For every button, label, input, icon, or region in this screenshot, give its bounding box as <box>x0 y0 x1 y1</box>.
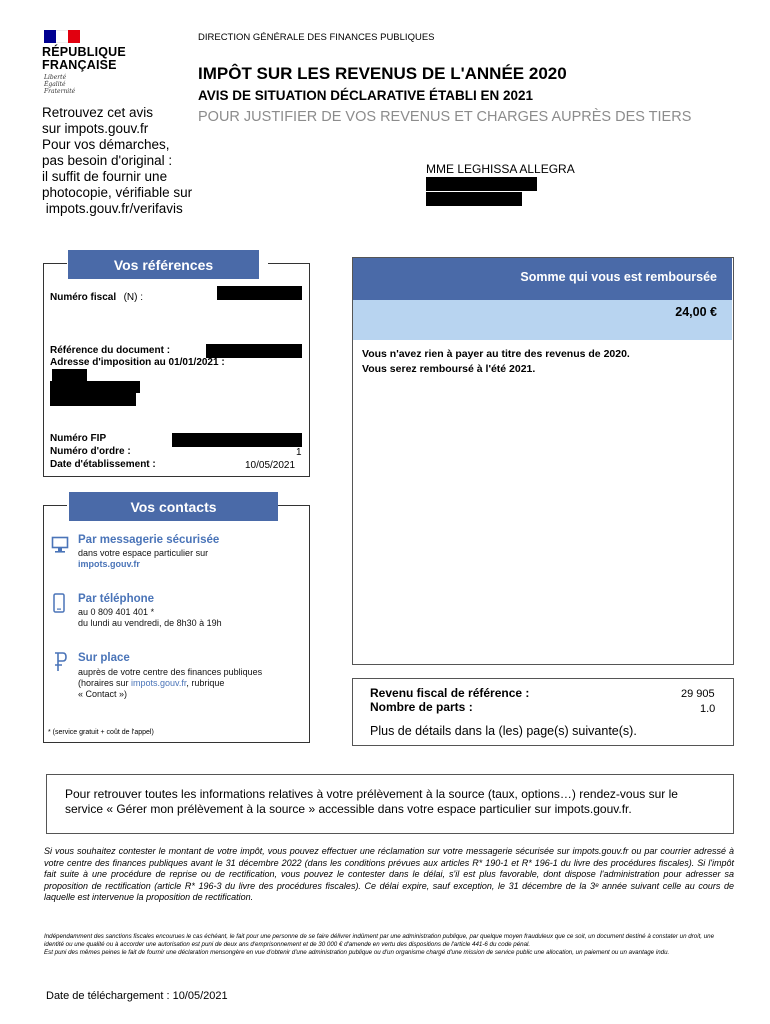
redacted-fiscal-number <box>217 286 302 300</box>
document-title: IMPÔT SUR LES REVENUS DE L'ANNÉE 2020 <box>198 64 567 83</box>
withholding-box <box>46 774 734 834</box>
republic-motto: Liberté Égalité Fraternité <box>44 74 76 95</box>
fip-label: Numéro FIP <box>50 433 107 444</box>
redacted-fip <box>172 433 302 447</box>
doc-ref-label: Référence du document : <box>50 345 171 356</box>
contacts-title: Vos contacts <box>69 492 278 521</box>
details-note: Plus de détails dans la (les) page(s) suivante(s). <box>370 724 637 738</box>
contacts-box-top-left <box>43 505 67 506</box>
redacted-doc-ref <box>206 344 302 358</box>
redacted-address-line-2 <box>426 192 522 206</box>
contest-note: Si vous souhaitez contester le montant de votre impôt, vous pouvez effectuer une réclamation sur votre messagerie sécurisée sur impots.gouv.fr ou par courrier adressé à votre centre des finances publiques avant le 31 décembre 2022 (dans les conditions prévues aux articles R* 190-1 et R* 196-1 du livre des procédures fiscales). Si l'impôt fait suite à une procédure de reprise ou de rectification, vous pouvez le contester dans le délai, s'il est plus favorable, dont dispose l'administration pour adresser sa proposition de rectification (article R* 196-3 du livre des procédures fiscales). Ce délai expire, sauf exception, le 31 décembre de la 3ᵉ année suivant celle au cours de laquelle est intervenue la proposition de rectification. <box>44 846 734 902</box>
references-title: Vos références <box>68 250 259 279</box>
on-site-link[interactable]: impots.gouv.fr <box>131 678 187 688</box>
refund-header <box>353 258 732 300</box>
fiscal-number-label: Numéro fiscal <box>50 292 117 303</box>
date-label: Date d'établissement : <box>50 459 156 470</box>
sanctions-note <box>44 933 734 957</box>
fiscal-number-row <box>50 287 143 305</box>
on-site-text-1: auprès de votre centre des finances publiques <box>78 667 263 677</box>
document-subtitle: AVIS DE SITUATION DÉCLARATIVE ÉTABLI EN 2021 <box>198 88 534 103</box>
order-value: 1 <box>296 447 302 458</box>
sanctions-note-2: Est puni des mêmes peines le fait de fournir une déclaration mensongère en vue d'obtenir d'une administration publique ou d'un organisme chargé d'une mission de service public une allocation, un paiement ou un avantage indu. <box>44 949 670 956</box>
redacted-address-2 <box>50 381 140 393</box>
refund-message: Vous n'avez rien à payer au titre des revenus de 2020. Vous serez remboursé à l'été 2021. <box>362 348 630 375</box>
refund-header-label: Somme qui vous est remboursée <box>520 270 717 284</box>
recipient-name: MME LEGHISSA ALLEGRA <box>426 162 575 176</box>
secure-message-title[interactable]: Par messagerie sécurisée <box>78 534 220 546</box>
references-box-top-right <box>268 263 309 264</box>
date-value: 10/05/2021 <box>245 460 296 471</box>
redacted-address-3 <box>50 393 136 406</box>
refund-amount: 24,00 € <box>675 305 717 319</box>
rfr-label: Revenu fiscal de référence : <box>370 686 530 700</box>
sanctions-note-1: Indépendamment des sanctions fiscales encourues le cas échéant, le fait pour une personne de se faire délivrer indûment par une administration publique, par quelque moyen frauduleux que ce soit, un document destiné à constater un droit, une identité ou une qualité ou à accorder une autorisation est puni de deux ans d'emprisonnement et de 30 000 € d'amende en vertu des dispositions de l'article 441-6 du code pénal. <box>44 933 715 948</box>
french-flag-logo <box>44 30 80 43</box>
on-site-text-3: « Contact ») <box>78 689 128 699</box>
redacted-address-line-1 <box>426 177 537 191</box>
order-label: Numéro d'ordre : <box>50 446 131 457</box>
document-purpose: POUR JUSTIFIER DE VOS REVENUS ET CHARGES AUPRÈS DES TIERS <box>198 109 692 125</box>
republique-francaise-logo-text: RÉPUBLIQUE FRANÇAISE <box>42 45 126 72</box>
on-site-text-2b: , rubrique <box>186 678 225 688</box>
computer-icon <box>51 536 69 554</box>
contacts-box-top-right <box>278 505 309 506</box>
references-box-top-left <box>43 263 67 264</box>
phone-number: au 0 809 401 401 * <box>78 607 155 617</box>
refund-amount-row <box>353 300 732 340</box>
direction-label: DIRECTION GÉNÉRALE DES FINANCES PUBLIQUES <box>198 32 435 43</box>
rfr-value: 29 905 <box>681 688 715 700</box>
phone-icon <box>53 593 65 613</box>
download-date: Date de téléchargement : 10/05/2021 <box>46 990 228 1002</box>
parts-value: 1.0 <box>700 703 716 715</box>
phone-hours: du lundi au vendredi, de 8h30 à 19h <box>78 618 222 628</box>
secure-message-link[interactable]: impots.gouv.fr <box>78 559 140 569</box>
building-pin-icon <box>52 652 68 672</box>
phone-footnote: * (service gratuit + coût de l'appel) <box>48 729 154 736</box>
withholding-note: Pour retrouver toutes les informations relatives à votre prélèvement à la source (taux, options…) rendez-vous sur le service « Gérer mon prélèvement à la source » accessible dans votre espace particulier sur impots.gouv.fr. <box>65 787 678 816</box>
verification-note: Retrouvez cet avis sur impots.gouv.fr Pour vos démarches, pas besoin d'original : il suffit de fournir une photocopie, vérifiable sur impots.gouv.fr/verifavis <box>42 105 193 216</box>
fiscal-number-suffix: (N) : <box>123 292 144 303</box>
on-site-text-2a: (horaires sur <box>78 678 132 688</box>
on-site-text-2 <box>78 678 224 689</box>
redacted-address-1 <box>52 369 87 381</box>
on-site-title[interactable]: Sur place <box>78 652 130 664</box>
parts-label: Nombre de parts : <box>370 700 473 714</box>
secure-message-text: dans votre espace particulier sur <box>78 548 209 558</box>
phone-title[interactable]: Par téléphone <box>78 593 155 605</box>
address-label: Adresse d'imposition au 01/01/2021 : <box>50 357 225 368</box>
